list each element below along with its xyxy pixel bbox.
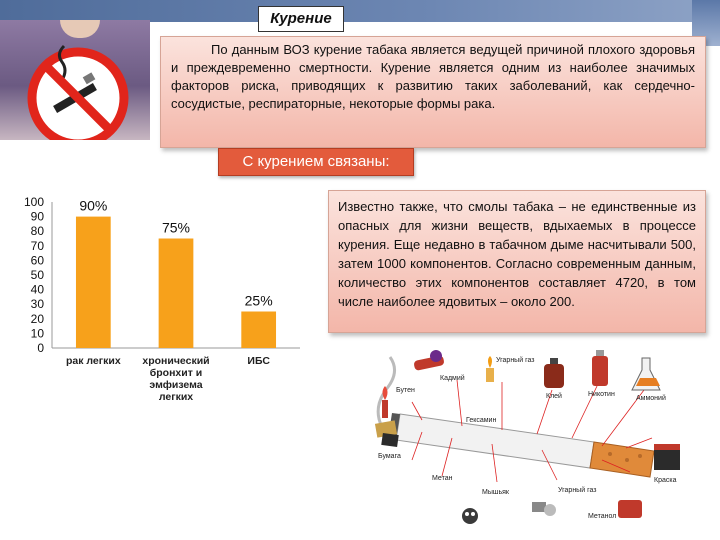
label-cadmium: Кадмий: [440, 375, 465, 382]
y-tick-label: 10: [30, 326, 44, 341]
no-smoking-icon: [0, 20, 150, 140]
label-ammonia: Аммоний: [636, 395, 666, 402]
label-butane: Бутен: [396, 387, 415, 394]
disease-bar-chart: [0, 190, 310, 430]
paper-icon: [375, 420, 399, 447]
bar: [76, 217, 111, 348]
x-tick-label: рак легких: [65, 355, 121, 367]
top-banner: [0, 0, 720, 22]
x-tick-label: ИБС: [247, 355, 270, 367]
ammonia-icon: [632, 358, 660, 390]
label-methanol: Метанол: [588, 513, 617, 520]
nicotine-icon: [592, 350, 608, 386]
x-tick-label: хронический: [142, 355, 210, 367]
carbon-monoxide-icon: [486, 356, 494, 382]
label-methane: Метан: [432, 475, 453, 482]
x-tick-label: легких: [158, 391, 194, 403]
y-tick-label: 40: [30, 282, 44, 297]
bar: [241, 312, 276, 349]
no-smoking-photo: [0, 20, 150, 140]
y-tick-label: 100: [23, 195, 44, 209]
cigarette-components-illustration: [362, 342, 708, 532]
carbon-monoxide-2-icon: [532, 502, 556, 516]
page-title: Курение: [258, 6, 344, 32]
y-tick-label: 60: [30, 253, 44, 268]
x-tick-label: эмфизема: [149, 379, 203, 391]
bar: [159, 239, 194, 349]
label-paper: Бумага: [378, 453, 401, 460]
butane-icon: [382, 386, 388, 418]
glue-icon: [544, 358, 564, 388]
intro-text: По данным ВОЗ курение табака является ведущей причиной плохого здоровья и преждевременно смертности. Курение является одним из наиболее значимых факторов риска, приводящих к развитию таких заболеваний, как сердечно-сосудистые, респираторные, некоторые формы рака.: [160, 36, 706, 148]
label-nicotine: Никотин: [588, 391, 615, 398]
y-tick-label: 80: [30, 224, 44, 239]
arsenic-icon: [462, 508, 478, 524]
data-label: 90%: [79, 197, 108, 214]
data-label: 75%: [161, 219, 191, 236]
label-hexamine: Гексамин: [466, 417, 497, 424]
label-arsenic: Мышьяк: [482, 489, 509, 496]
label-carbon-monoxide: Угарный газ: [496, 357, 535, 364]
x-tick-label: бронхит и: [149, 367, 203, 379]
y-tick-label: 30: [30, 297, 44, 312]
y-tick-label: 20: [30, 311, 44, 326]
paint-icon: [654, 444, 680, 470]
y-tick-label: 50: [30, 268, 44, 282]
y-tick-label: 70: [30, 238, 44, 253]
methanol-icon: [618, 500, 642, 518]
label-glue: Клей: [546, 393, 562, 400]
info-text: Известно также, что смолы табака – не единственные из опасных для жизни веществ, вдыхаемых в процессе курения. Еще недавно в табачном дыме насчитывали 500, затем 1000 компонентов. Согласно современным данным, количество этих компонентов составляет 4720, в том числе наиболее ядовитых – около 200.: [328, 190, 706, 333]
y-tick-label: 0: [37, 341, 44, 355]
label-carbon-monoxide-2: Угарный газ: [558, 487, 597, 494]
y-tick-label: 90: [30, 209, 44, 224]
cadmium-icon: [413, 350, 444, 371]
label-paint: Краска: [654, 477, 677, 484]
cigarette-icon: [378, 357, 654, 477]
section-heading: С курением связаны:: [218, 148, 414, 176]
data-label: 25%: [244, 292, 273, 309]
